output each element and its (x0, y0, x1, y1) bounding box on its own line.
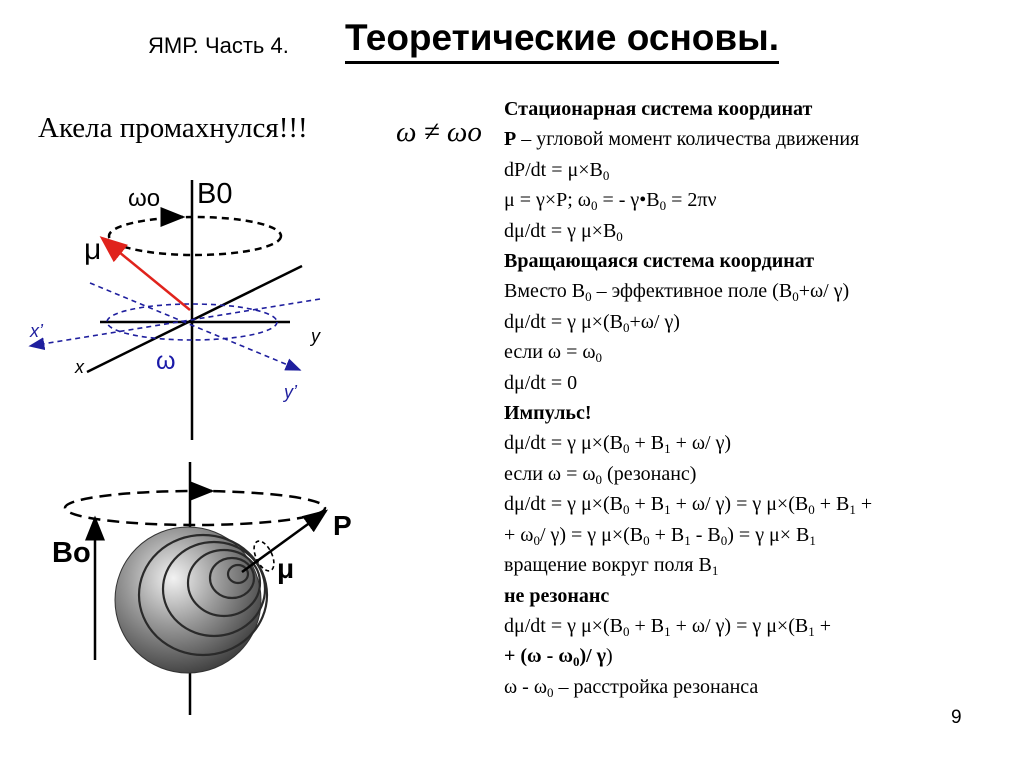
text-line: Вместо $B_0$ – эффективное поле ($B_0+\omega/$ γ) (504, 280, 850, 305)
equation-line: dμ/dt = γ $\mu\times(B_0 + B_1 + \omega/$ γ) (504, 432, 732, 457)
text-line: ω - $\omega_0$ – расстройка резонанса (504, 675, 759, 700)
omega0-label: ωo (128, 185, 161, 212)
text-line: вращение вокруг поля $B_1$ (504, 554, 719, 579)
y-prime-label: y’ (284, 382, 297, 402)
x-prime-label: x’ (30, 321, 43, 341)
section-stationary: Стационарная система координат (504, 98, 813, 120)
page-number: 9 (951, 707, 962, 728)
equation-line: + $(\omega - \omega_0)/$ γ) (504, 645, 613, 670)
omega-label: ω (156, 347, 176, 375)
b0-label: B0 (197, 178, 233, 210)
section-rotating: Вращающаяся система координат (504, 250, 815, 273)
equation-line: + $\omega_0/$ γ) = γ $\mu\times(B_0 + B_1 - B_0) = \gamma$ $\mu\times B_1$ (504, 523, 816, 548)
precession-orbit (109, 217, 281, 255)
section-non-resonance: не резонанс (504, 584, 610, 607)
equations-column (504, 94, 1004, 702)
sphere-mu-label: μ (277, 553, 295, 584)
akela-heading: Акела промахнулся!!! (38, 112, 308, 144)
equation-line: μ = γ×P; $\omega_0$ = - $\gamma•B_0 = 2\pi\nu$ (504, 189, 717, 214)
text-line: если $\omega = \omega_0$ (резонанс) (504, 462, 697, 487)
p-label: P (333, 510, 352, 541)
equation-line: dμ/dt = γ $\mu\times(B_0 + B_1 + \omega/$ γ) = γ $\mu\times(B_0 + B_1$ + (504, 493, 873, 518)
equation-line: $dP/dt = \mu\times B_0$ (504, 158, 610, 183)
section-impulse: Импульс! (504, 402, 592, 425)
text-line: P – угловой момент количества движения (504, 128, 860, 151)
y-prime-axis (90, 283, 300, 370)
text-line: если $\omega = \omega_0$ (504, 341, 603, 366)
equation-line: dμ/dt = γ $\mu\times(B_0+\omega/$ γ) (504, 310, 680, 335)
y-label: y (311, 326, 320, 346)
x-label: x (75, 357, 84, 377)
sphere-b0-label: Bo (52, 537, 91, 569)
equation-line: dμ/dt = 0 (504, 371, 578, 394)
omega-relation: ω ≠ ωo (396, 116, 482, 148)
page-title: Теоретические основы. (345, 16, 779, 64)
equation-line: dμ/dt = γ $\mu\times(B_0 + B_1 + \omega/$ γ) = γ $\mu\times(B_1$ + (504, 614, 831, 639)
sphere-precession-orbit (65, 491, 325, 525)
mu-vector (119, 252, 190, 310)
mu-label: μ (84, 233, 102, 266)
equation-line: dμ/dt = γ $\mu\times B_0$ (504, 219, 623, 244)
header-subtitle: ЯМР. Часть 4. (148, 33, 289, 58)
